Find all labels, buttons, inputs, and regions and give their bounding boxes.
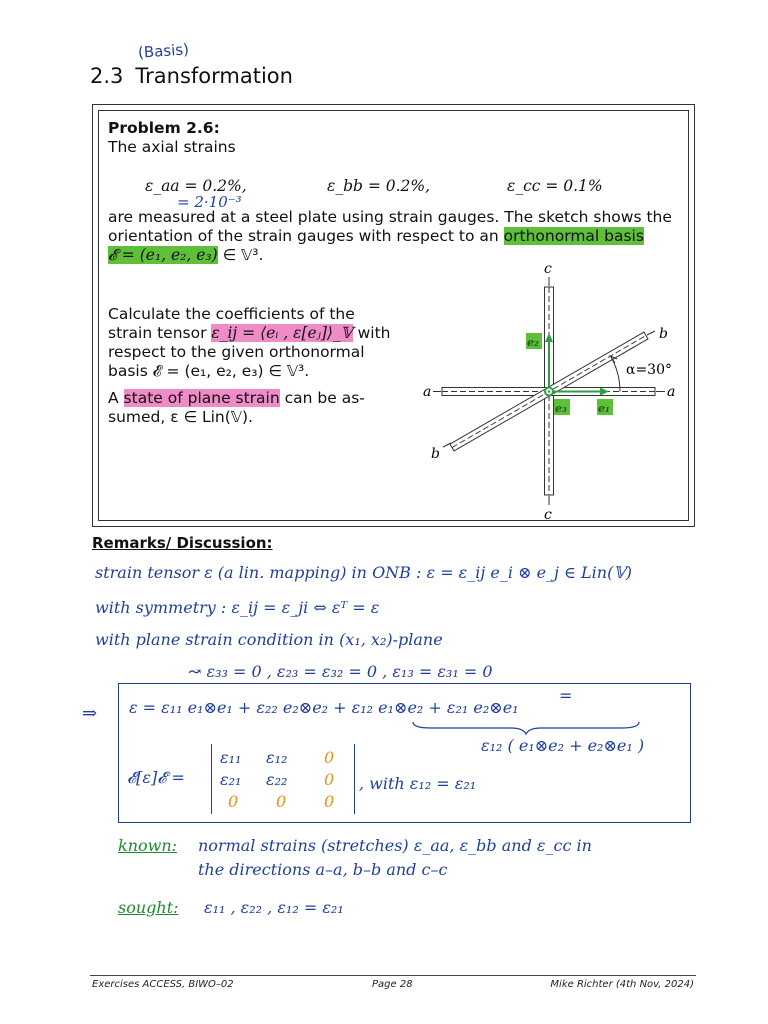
box-line1: ε = ε₁₁ e₁⊗e₁ + ε₂₂ e₂⊗e₂ + ε₁₂ e₁⊗e₂ + ε₂₁ e₂⊗e₁ xyxy=(129,698,519,717)
box-brace xyxy=(411,720,641,736)
problem-para1-line1: are measured at a steel plate using strain gauges. The sketch shows the xyxy=(108,208,672,226)
matrix-21: ε₂₁ xyxy=(220,770,242,789)
sought-line: ε₁₁ , ε₂₂ , ε₁₂ = ε₂₁ xyxy=(204,898,344,917)
result-box xyxy=(118,683,691,823)
e1-label: e₁ xyxy=(598,402,610,415)
calc-line1: Calculate the coefficients of the xyxy=(108,305,355,323)
section-number: 2.3 xyxy=(90,64,124,88)
matrix-33: 0 xyxy=(324,792,335,811)
strain-gauge-sketch xyxy=(419,259,689,524)
e3-label: e₃ xyxy=(555,402,567,415)
matrix-11: ε₁₁ xyxy=(220,748,242,767)
tick-b-bottom xyxy=(443,443,451,447)
problem-box xyxy=(92,104,695,527)
basis-definition-highlight: 𝓔 = (e₁, e₂, e₃) xyxy=(108,246,218,264)
footer-author: Mike Richter (4th Nov, 2024) xyxy=(550,979,694,990)
matrix-12: ε₁₂ xyxy=(266,748,288,767)
calc-line3: respect to the given orthonormal xyxy=(108,343,365,361)
strain-bb: ε_bb = 0.2%, xyxy=(327,177,431,195)
box-with: , with ε₁₂ = ε₂₁ xyxy=(359,774,477,793)
remarks-line2: with symmetry : ε_ij = ε_ji ⇔ εᵀ = ε xyxy=(95,598,380,617)
implication-arrow: ⇒ xyxy=(82,703,98,724)
basis-space: ∈ 𝕍³. xyxy=(222,246,264,264)
remarks-heading: Remarks/ Discussion: xyxy=(92,534,273,552)
tick-b-top xyxy=(647,331,655,335)
para1-text: orientation of the strain gauges with respect to an xyxy=(108,227,499,245)
problem-intro: The axial strains xyxy=(108,138,236,156)
footer-left: Exercises ACCESS, BIWO–02 xyxy=(92,979,234,990)
box-brace-eq: = xyxy=(559,686,573,705)
strain-handwritten-note: = 2·10⁻³ xyxy=(177,193,242,211)
label-b-top: b xyxy=(659,326,668,342)
known-label: known: xyxy=(118,836,178,855)
section-heading xyxy=(90,64,293,88)
strain-aa: ε_aa = 0.2%, xyxy=(145,177,247,195)
orthonormal-basis-highlight: orthonormal basis xyxy=(503,227,644,245)
remarks-line4: ↝ ε₃₃ = 0 , ε₂₃ = ε₃₂ = 0 , ε₁₃ = ε₃₁ = 0 xyxy=(188,662,493,681)
assume-b: can be as- xyxy=(284,389,365,407)
angle-arc xyxy=(611,356,621,392)
assume-line2: sumed, ε ∈ Lin(𝕍). xyxy=(108,408,253,426)
matrix-31: 0 xyxy=(228,792,239,811)
strain-tensor-highlight: ε_ij = ⟨eᵢ , ε[eⱼ]⟩_𝕍 xyxy=(211,324,353,342)
label-a-right: a xyxy=(667,384,676,400)
calc-with: with xyxy=(357,324,391,342)
matrix-32: 0 xyxy=(276,792,287,811)
matrix-13: 0 xyxy=(324,748,335,767)
box-line2: ε₁₂ ( e₁⊗e₂ + e₂⊗e₁ ) xyxy=(481,736,645,755)
label-c-bottom: c xyxy=(544,507,552,523)
sought-label: sought: xyxy=(118,898,179,917)
angle-label: α=30° xyxy=(626,362,672,378)
e2-label: e₂ xyxy=(527,336,539,349)
plane-strain-highlight: state of plane strain xyxy=(123,389,280,407)
label-b-bottom: b xyxy=(431,446,440,462)
label-c-top: c xyxy=(544,261,552,277)
calc-line4: basis 𝓔 = (e₁, e₂, e₃) ∈ 𝕍³. xyxy=(108,362,310,380)
assume-line1 xyxy=(108,389,365,408)
e3-dot xyxy=(548,390,551,393)
problem-label: Problem 2.6: xyxy=(108,119,220,137)
section-title: Transformation xyxy=(135,64,293,88)
box-matrix-prefix: 𝓔[ε]𝓔 = xyxy=(127,768,185,787)
remarks-line3: with plane strain condition in (x₁, x₂)-plane xyxy=(95,630,443,649)
problem-inner-frame xyxy=(98,110,689,521)
strain-cc: ε_cc = 0.1% xyxy=(507,177,603,195)
remarks-line1: strain tensor ε (a lin. mapping) in ONB : ε = ε_ij e_i ⊗ e_j ∈ Lin(𝕍) xyxy=(95,563,632,582)
assume-a: A xyxy=(108,389,119,407)
calc-text: strain tensor xyxy=(108,324,207,342)
matrix-22: ε₂₂ xyxy=(266,770,288,789)
section-handwritten-annotation: (Basis) xyxy=(137,40,190,62)
label-a-left: a xyxy=(423,384,432,400)
matrix-23: 0 xyxy=(324,770,335,789)
problem-para1-line3 xyxy=(108,246,263,265)
footer-rule xyxy=(90,975,696,976)
calc-line2 xyxy=(108,324,391,343)
problem-para1-line2 xyxy=(108,227,644,246)
known-line2: the directions a–a, b–b and c–c xyxy=(198,860,448,879)
known-line1: normal strains (stretches) ε_aa, ε_bb and ε_cc in xyxy=(198,836,592,855)
box-matrix xyxy=(211,744,355,814)
footer-page: Page 28 xyxy=(372,979,413,990)
